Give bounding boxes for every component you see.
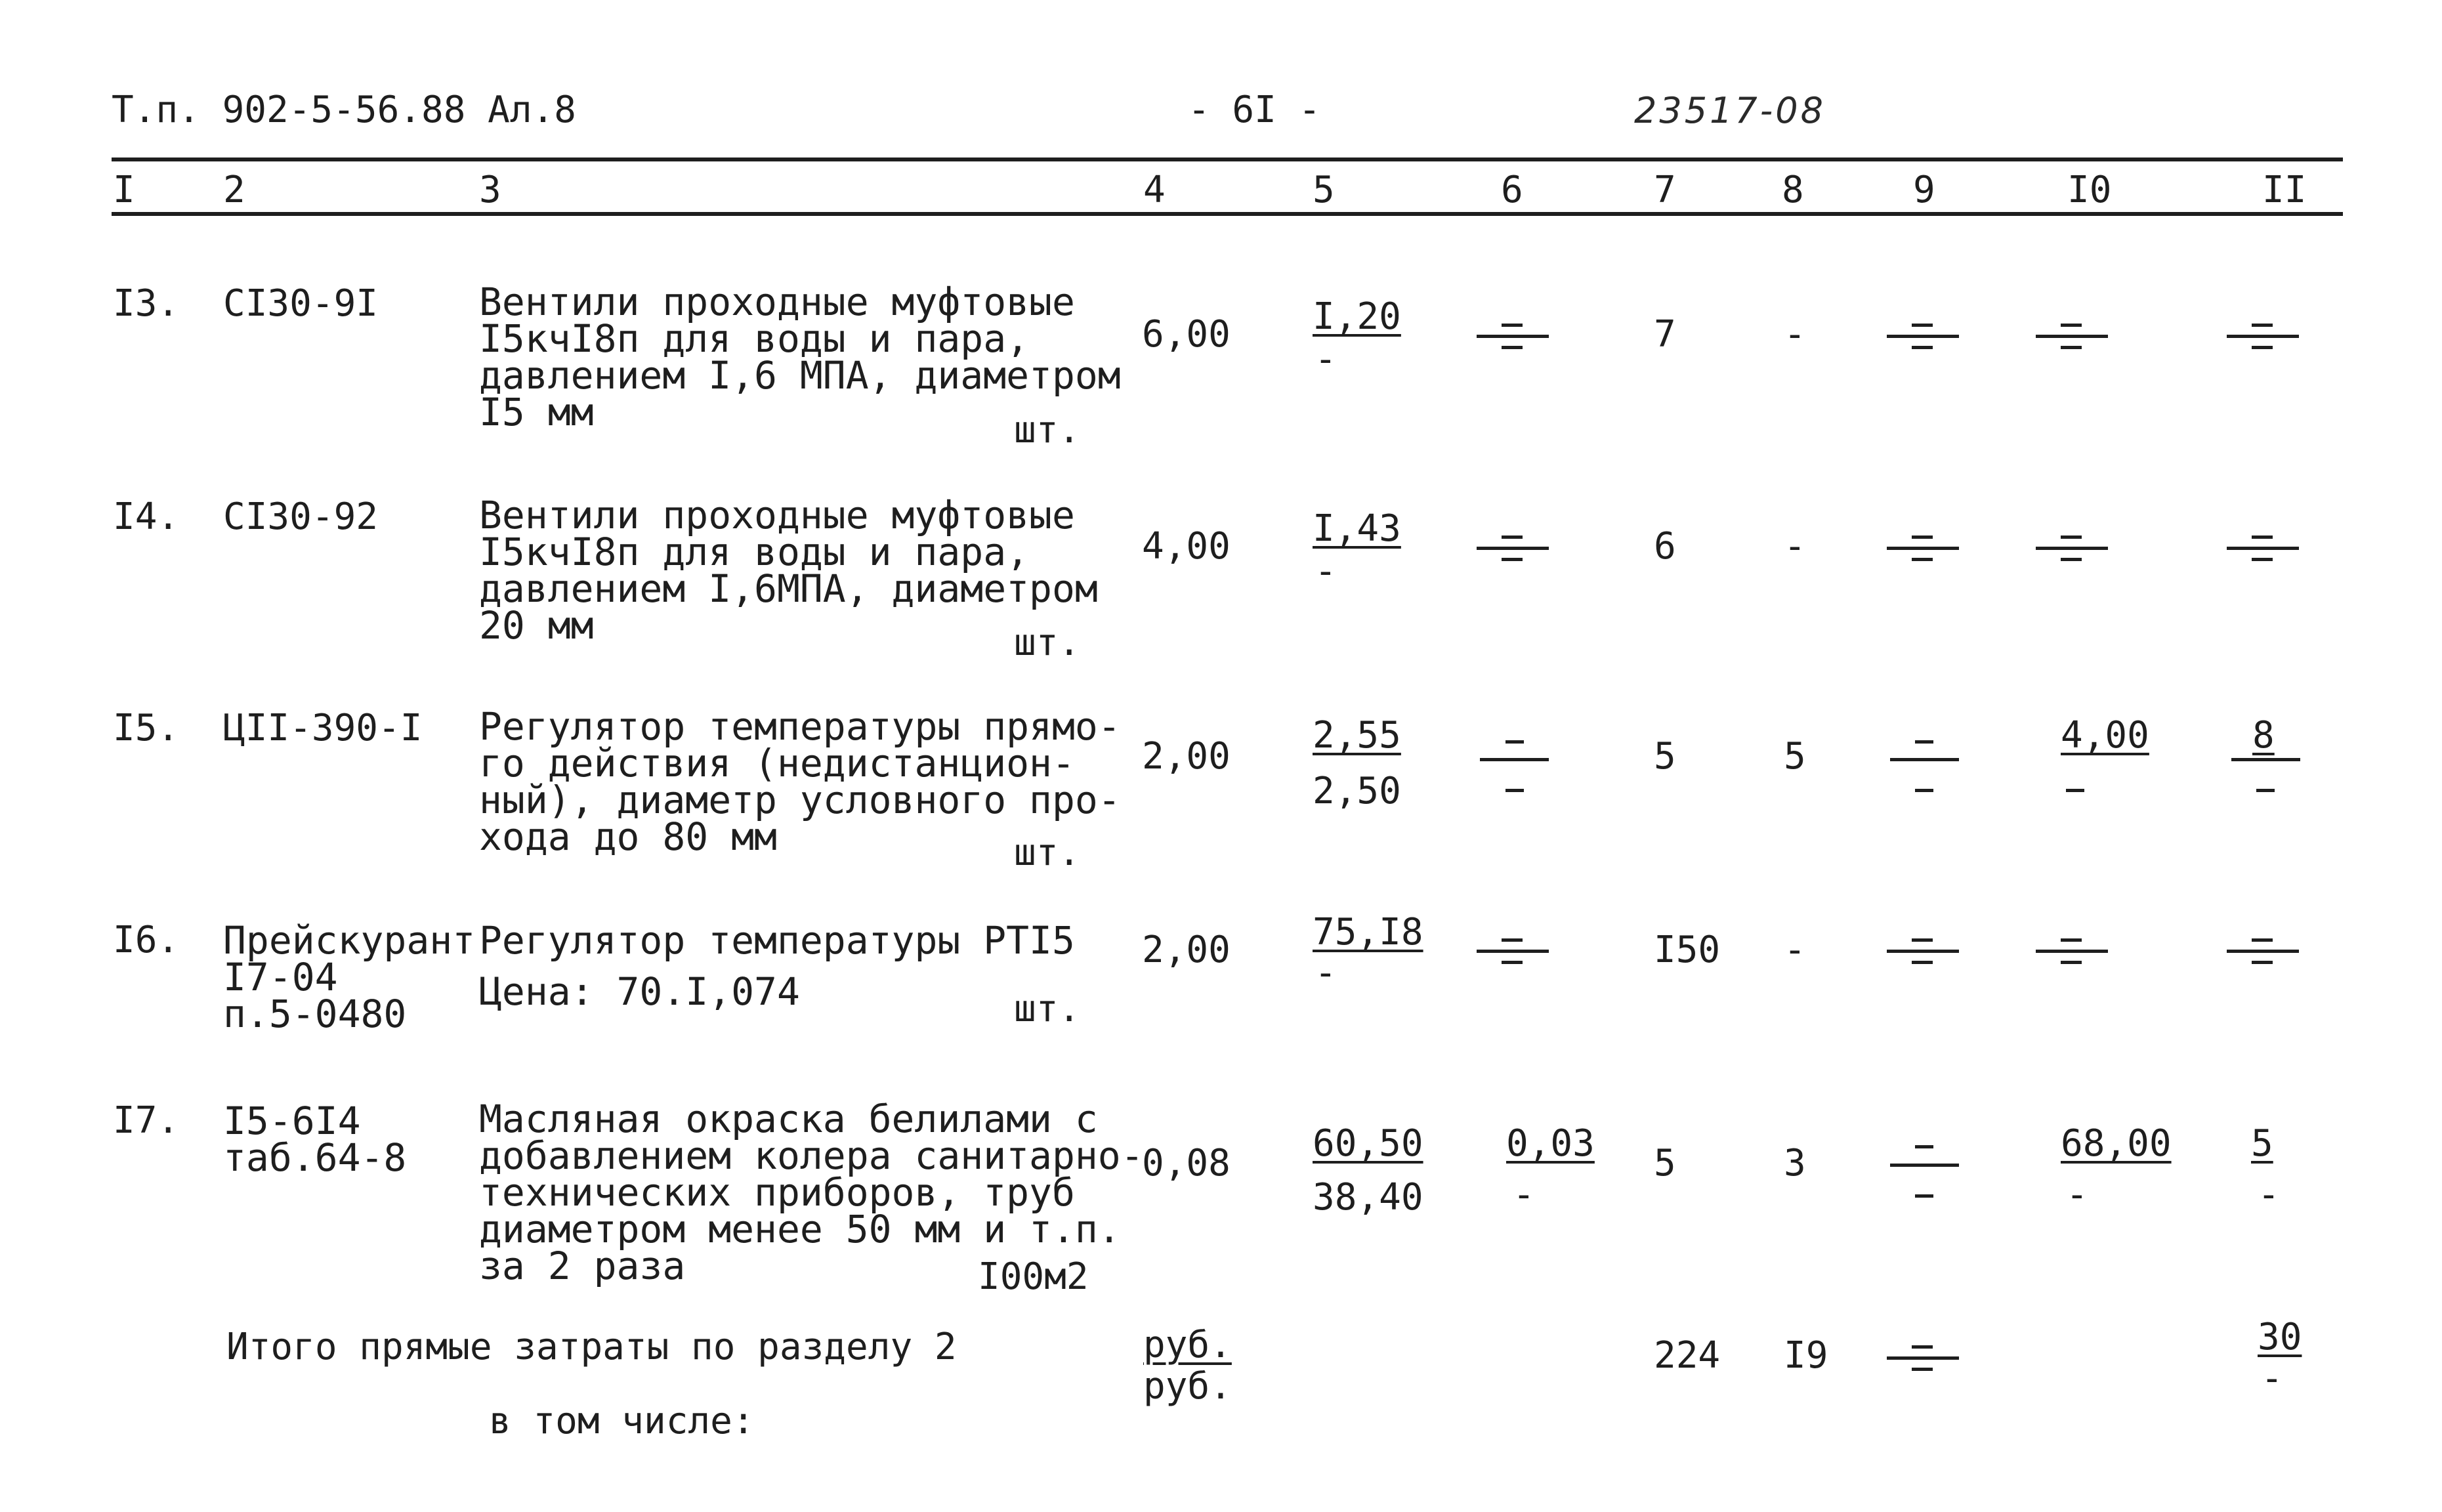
dash-fraction — [1887, 524, 1959, 576]
row-c7: 6 — [1654, 525, 1676, 568]
fraction-bar — [2231, 758, 2300, 761]
row-c8: - — [1784, 313, 1806, 356]
dash-fraction — [2227, 312, 2299, 364]
fraction-bar — [1890, 1164, 1959, 1167]
dash — [1505, 789, 1524, 792]
row-c8: 5 — [1784, 735, 1806, 778]
total-c11-top: 30 — [2258, 1316, 2302, 1358]
total-unit-top: руб. — [1143, 1324, 1232, 1366]
row-c10-top: 68,00 — [2061, 1122, 2172, 1165]
dash-fraction — [1887, 927, 1959, 979]
row-code: CI30-9I — [223, 282, 379, 325]
total-c11-bottom: - — [2261, 1357, 2283, 1400]
row-c7: I50 — [1654, 929, 1721, 971]
row-c5-bottom: 38,40 — [1313, 1176, 1423, 1219]
row-c6-bottom: - — [1513, 1173, 1535, 1216]
fraction-bar — [1480, 758, 1549, 761]
dash-fraction — [2036, 312, 2108, 364]
row-unit: шт. — [1014, 621, 1081, 664]
row-c10-bottom: - — [2066, 1173, 2088, 1216]
row-quantity: 4,00 — [1142, 525, 1231, 568]
dash-fraction — [1477, 312, 1549, 364]
column-header: 3 — [479, 169, 501, 211]
row-quantity: 6,00 — [1142, 313, 1231, 356]
column-header-rule — [112, 212, 2343, 216]
dash-fraction — [2036, 524, 2108, 576]
column-header: 9 — [1913, 169, 1935, 211]
row-code: ЦII-390-I — [223, 707, 423, 749]
dash — [2066, 789, 2084, 792]
column-header: 5 — [1313, 169, 1335, 211]
row-unit: шт. — [1014, 831, 1081, 874]
row-quantity: 0,08 — [1142, 1142, 1231, 1185]
dash — [2256, 789, 2275, 792]
fraction-bar — [1890, 758, 1959, 761]
total-unit-bottom: руб. — [1143, 1365, 1232, 1408]
row-code: CI30-92 — [223, 495, 379, 538]
row-c6-top — [1480, 721, 1549, 757]
column-header: 2 — [223, 169, 245, 211]
row-number: I5. — [113, 707, 180, 749]
row-description: Регулятор температуры прямо- го действия (недистанцион- ный), диаметр условного про- хода до 80 мм — [479, 704, 1121, 859]
row-c5-bottom: - — [1315, 952, 1337, 994]
row-c10-top: 4,00 — [2061, 714, 2149, 757]
row-c6-top: 0,03 — [1506, 1122, 1595, 1165]
row-c5-top: 75,I8 — [1313, 911, 1423, 954]
dash — [1915, 1145, 1933, 1148]
row-code: Прейскурант I7-04 п.5-0480 — [223, 918, 476, 1036]
column-header: 4 — [1143, 169, 1166, 211]
row-c11-top: 5 — [2251, 1122, 2273, 1165]
dash-fraction — [1887, 1334, 1959, 1386]
row-c8: - — [1784, 929, 1806, 971]
handwritten-code: 23517-08 — [1634, 90, 1826, 131]
row-c5-top: I,20 — [1313, 295, 1401, 338]
row-quantity: 2,00 — [1142, 735, 1231, 778]
dash — [1915, 740, 1933, 744]
dash-fraction — [1887, 312, 1959, 364]
column-header: I — [113, 169, 135, 211]
column-header: 6 — [1501, 169, 1523, 211]
row-quantity: 2,00 — [1142, 929, 1231, 971]
column-header: II — [2262, 169, 2307, 211]
row-unit: шт. — [1014, 409, 1081, 452]
dash — [1915, 1194, 1933, 1198]
row-c5-top: I,43 — [1313, 507, 1401, 550]
dash — [1915, 789, 1933, 792]
row-c8: 3 — [1784, 1142, 1806, 1185]
dash-fraction — [2036, 927, 2108, 979]
row-c11-top: 8 — [2252, 714, 2275, 757]
dash-fraction — [2227, 927, 2299, 979]
row-c5-bottom: 2,50 — [1313, 770, 1401, 812]
total-sub-label: в том числе: — [489, 1400, 755, 1442]
dash-fraction — [1477, 524, 1549, 576]
row-c5-bottom: - — [1315, 550, 1337, 593]
row-c8: - — [1784, 525, 1806, 568]
dash — [1505, 740, 1524, 744]
row-c5-bottom: - — [1315, 338, 1337, 381]
row-unit: I00м2 — [978, 1255, 1089, 1298]
row-c11-bottom: - — [2258, 1173, 2280, 1216]
total-c8: I9 — [1784, 1334, 1828, 1377]
row-number: I4. — [113, 495, 180, 538]
row-c7: 7 — [1654, 313, 1676, 356]
row-description: Вентили проходные муфтовые I5кчI8п для воды и пара, давлением I,6 МПА, диаметром I5 мм — [479, 280, 1121, 434]
document-reference: Т.п. 902-5-56.88 Ал.8 — [112, 89, 577, 131]
column-header: I0 — [2067, 169, 2112, 211]
row-c7: 5 — [1654, 735, 1676, 778]
row-c5-top: 60,50 — [1313, 1122, 1423, 1165]
row-description: Вентили проходные муфтовые I5кчI8п для воды и пара, давлением I,6МПА, диаметром 20 мм — [479, 493, 1098, 648]
row-number: I3. — [113, 282, 180, 325]
row-description: Масляная окраска белилами с добавлением колера санитарно- технических приборов, труб диаметром менее 50 мм и т.п. за 2 раза — [479, 1097, 1144, 1288]
total-label: Итого прямые затраты по разделу 2 — [226, 1326, 957, 1368]
row-unit: шт. — [1014, 988, 1081, 1030]
row-code: I5-6I4 таб.64-8 — [223, 1099, 407, 1180]
total-c7: 224 — [1654, 1334, 1721, 1377]
row-c5-top: 2,55 — [1313, 714, 1401, 757]
row-number: I7. — [113, 1099, 180, 1142]
page-number: - 6I - — [1188, 89, 1321, 131]
row-c7: 5 — [1654, 1142, 1676, 1185]
dash-fraction — [1477, 927, 1549, 979]
row-number: I6. — [113, 919, 180, 961]
dash-fraction — [2227, 524, 2299, 576]
table-top-rule — [112, 158, 2343, 161]
row-description: Регулятор температуры PTI5 Цена: 70.I,074 — [479, 918, 1075, 1014]
column-header: 8 — [1782, 169, 1804, 211]
column-header: 7 — [1654, 169, 1676, 211]
